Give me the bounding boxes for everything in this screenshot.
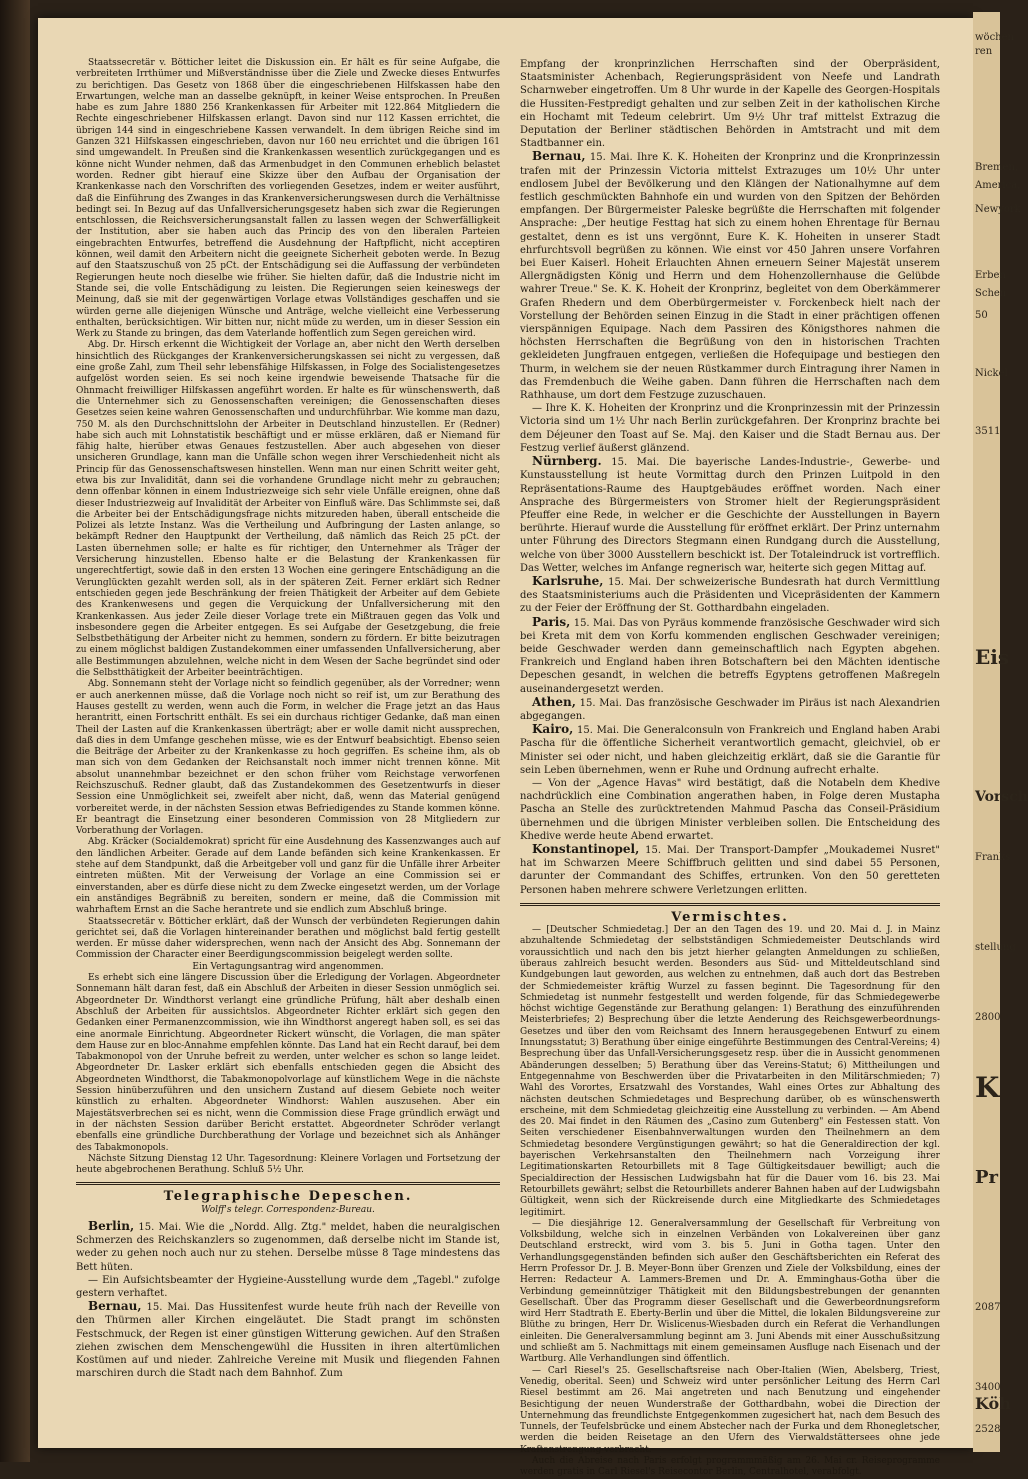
adjacent-fragment: Erben (975, 270, 1006, 281)
adjacent-fragment: stellung (975, 942, 1016, 953)
adjacent-fragment: 3511 (975, 426, 1001, 437)
dispatch-text: 15. Mai. Das Hussitenfest wurde heute früh nach der Reveille von den Thürmen aller Kirchen eingeläutet. Die Stadt prangt im schönsten Festschmuck, der Regen ist einer günstigen Witterung gewichen. Auf den Straßen ziehen zwischen dem Menschengewühl die Hussiten in ihren altertümlichen Kostümen auf und nieder. Zahlreiche Vereine mit Musik und fliegenden Fahnen marschiren durch die Stadt nach dem Bahnhof. Zum (76, 1302, 500, 1380)
adjacent-fragment: 2087 (975, 1302, 1001, 1313)
dispatch-text: Empfang der kronprinzlichen Herrschaften sind der Oberpräsident, Staatsminister Achenbach, Regierungspräsident von Neefe und Landrath Scharnweber eingetroffen. Um 8 Uhr wurde in der Kapelle des Georgen-Hospitals die Hussiten-Festpredigt gehalten und zur selben Zeit in der katholischen Kirche ein Hochamt mit Tedeum celebrirt. Um 9½ Uhr traf mittelst Extrazug die Deputation der Berliner städtischen Behörden in Amtstracht und mit dem Stadtbanner ein. (520, 59, 940, 150)
dispatch-text: 15. Mai. Der schweizerische Bundesrath hat durch Vermittlung des Staatsministeriums auch die Präsidenten und Vicepräsidenten der Kammern zu der Feier der Eröffnung der St. Gotthardbahn eingeladen. (520, 576, 940, 615)
dispatch-text: 15. Mai. Ihre K. K. Hoheiten der Kronprinz und die Kronprinzessin trafen mit der Prinzessin Victoria mittelst Extrazuges um 10½ Uhr unter endlosem Jubel der Bevölkerung und den Klängen der Nationalhymne auf dem festlich geschmückten Bahnhofe ein und wurden von den Spitzen der Behörden empfangen. Der Bürgermeister Paleske begrüßte die Herrschaften mit folgender Ansprache: „Der heutige Festtag hat sich zu einem hohen Ehrentage für Bernau gestaltet, denn es ist uns vergönnt, Eure K. K. Hoheiten in unserer Stadt ehrfurchtsvoll begrüßen zu können. Wie einst vor 450 Jahren unsere Vorfahren bei Euer Kaiserl. Hoheit Erlauchten Ahnen erneuern Seiner Majestät unserem Allergnädigsten König und Herrn und dem Hohenzollernhause die Gelübde wahrer Treue." Se. K. K. Hoheit der Kronprinz, begleitet von dem Oberkämmerer Grafen Rhedern und dem Oberbürgermeister v. Forckenbeck hielt nach der Vorstellung der Behörden seinen Einzug in die Stadt in einer prächtigen offenen vierspännigen Equipage. Nach dem Passiren des Königsthores nahmen die höchsten Herrschaften die Begrüßung von den in historischen Trachten gekleideten Jungfrauen entgegen, verließen die Hofequipage und bestiegen den Thurm, in welchem sie der neuen Rüstkammer durch Eintragung ihrer Namen in das Fremdenbuch die Weihe gaben. Dann führen die Herrschaften nach dem Rathhause, um dort dem Festzuge zuzuschauen. (520, 152, 940, 402)
article-paragraph: Staatssecretär v. Bötticher erklärt, daß der Wunsch der verbündeten Regierungen dahin gerichtet sei, daß die Vorlagen hintereinander berathen und möglichst bald fertig gestellt werden. Er müsse daher widersprechen, wenn nach der Ansicht des Abg. Sonnemann der Commission der Character einer Beerdigungscommission beigelegt werden sollte. (76, 916, 500, 961)
telegraph-subheading: Wolff's telegr. Correspondenz-Bureau. (201, 1204, 375, 1215)
misc-paragraph: Auch die Abreise nach Paris erfolgt programmmäßig am 26. Mai cr. Reiseprogramme werden gratis in Carl Riesel's Reisecontor Berlin, Centralhotel, verabfolgt. (520, 1456, 940, 1478)
dispatch (520, 843, 940, 897)
dispatch-text: 15. Mai. Das von Pyräus kommende französische Geschwader wird sich bei Kreta mit dem von Korfu kommenden englischen Geschwader vereinigen; beide Geschwader werden dann gemeinschaftlich nach Egypten abgehen. Frankreich und England haben ihren Botschaftern bei den Mächten identische Depeschen gesandt, in welchen die betreffs Egyptens getroffenen Maßregeln auseinandergesetzt werden. (520, 617, 940, 695)
dispatch-place: Bernau, (88, 1299, 142, 1314)
misc-paragraph: — Die diesjährige 12. Generalversammlung der Gesellschaft für Verbreitung von Volksbildung, welche sich in einzelnen Verbänden von Lokalvereinen über ganz Deutschland erstreckt, wird vom 3. bis 5. Juni in Gotha tagen. Unter den Verhandlungsgegenständen befinden sich außer den Geschäftsberichten ein Referat des Herrn Professor Dr. J. B. Meyer-Bonn über Grenzen und Ziele der Volksbildung, eines der Herren: Redacteur A. Lammers-Bremen und Dr. A. Emminghaus-Gotha über die Verbindung gemeinnütziger Thätigkeit mit den Bildungsbestrebungen der genannten Gesellschaft. Über das Programm dieser Gesellschaft und die Gewerbeordnungsreform wird Herr Stadtrath E. Eberty-Berlin und über die Mittel, die lokalen Bildungsvereine zur Blüthe zu bringen, Herr Dr. Wislicenus-Wiesbaden durch ein Referat die Verhandlungen einleiten. Die Generalversammlung beginnt am 3. Juni Abends mit einer Ausschußsitzung und schließt am 5. Nachmittags mit einem gemeinsamen Ausfluge nach Eisenach und der Wartburg. Alle Verhandlungen sind öffentlich. (520, 1218, 940, 1365)
adjacent-fragment: America, (975, 180, 1021, 191)
adjacent-fragment: Bremen, (975, 162, 1019, 173)
dispatch-text: — Von der „Agence Havas" wird bestätigt, daß die Notabeln dem Khedive nachdrücklich eine Combination angerathen haben, in Folge deren Mustapha Pascha an Stelle des zurücktretenden Mahmud Pascha das Conseil-Präsidium übernehmen und die übrigen Minister verbleiben sollen. Die Entscheidung des Khedive werde heute Abend erwartet. (520, 777, 940, 842)
dispatch (76, 1220, 500, 1274)
scan-edge (0, 0, 30, 1462)
adjacent-fragment: Pr (975, 1167, 999, 1188)
dispatch (520, 150, 940, 402)
dispatch (76, 1300, 500, 1380)
misc-paragraph: — Carl Riesel's 25. Gesellschaftsreise nach Ober-Italien (Wien, Abelsberg, Triest, Venedig, oberital. Seen) und Schweiz wird unter persönlicher Leitung des Herrn Carl Riesel bestimmt am 26. Mai angetreten und nach Benutzung und eingehender Besichtigung der neuen Wunderstraße der Gotthardbahn, wobei die Direction der Unternehmung das freundlichste Entgegenkommen zugesichert hat, nach dem Besuch des Tunnels, der Teufelsbrücke und einem Abstecher nach der Furka und dem Rhonegletscher, werden die beiden Reisetage an den Ufern des Vierwaldstättersees ohne jede Kraftanstrengung verbracht. (520, 1365, 940, 1455)
dispatch-text: 15. Mai. Der Transport-Dampfer „Moukademei Nusret" hat im Schwarzen Meere Schiffbruch gelitten und sind dabei 55 Personen, darunter der Commandant des Schiffes, ertrunken. Von den 50 geretteten Personen haben mehrere schwere Verletzungen erlitten. (520, 844, 940, 896)
dispatch-text: 15. Mai. Das französische Geschwader im Piräus ist nach Alexandrien abgegangen. (520, 697, 941, 722)
adjacent-fragment: 50 (975, 310, 988, 321)
adjacent-fragment: wöchen (975, 32, 1014, 43)
adjacent-fragment: Nickel (975, 368, 1008, 379)
left-column (76, 58, 500, 1380)
dispatch-text: — Ihre K. K. Hoheiten der Kronprinz und die Kronprinzessin mit der Prinzessin Victoria sind um 1½ Uhr nach Berlin zurückgefahren. Der Kronprinz brachte bei dem Déjeuner den Toast auf Se. Maj. den Kaiser und die Stadt Bernau aus. Der Festzug verlief äußerst glänzend. (520, 403, 940, 454)
dispatch-place: Kairo, (532, 722, 574, 737)
article-paragraph: Abg. Sonnemann steht der Vorlage nicht so feindlich gegenüber, als der Vorredner; wenn er auch anerkennen müsse, daß die Vorlage noch nicht so reif ist, um zur Berathung des Hauses gestellt zu werden, wenn auch die Form, in welcher die Frage jetzt an das Haus herantritt, einen Fortschritt enthält. Es sei ein durchaus richtiger Gedanke, daß man einen Theil der Lasten auf die Krankenkassen überträgt; aber er wolle damit nicht aussprechen, daß dies in dem Umfange geschehen müsse, wie es der Entwurf beabsichtigt. Ebenso seien die Beiträge der Arbeiter zu der Krankenkasse zu hoch gegriffen. Es scheine ihm, als ob man sich von dem Gedanken der Reichsanstalt noch immer nicht trennen könne. Mit absolut unannehmbar bezeichnet er den schon früher vom Reichstage verworfenen Reichszuschuß. Redner glaubt, daß das Zustandekommen des Gesetzentwurfs in dieser Session eine Unmöglichkeit sei, zweifelt aber nicht, daß, wenn das Material genügend vorbereitet werde, in der nächsten Session etwas Befriedigendes zu Stande kommen könne. Er beantragt die Einsetzung einer besonderen Commission von 28 Mitgliedern zur Vorberathung der Vorlagen. (76, 679, 500, 837)
misc-heading: Vermischtes. (671, 909, 789, 925)
dispatch (520, 616, 940, 696)
adjacent-fragment: 3400 (975, 1382, 1001, 1393)
adjacent-fragment: 2800 (975, 1012, 1001, 1023)
article-paragraph: Abg. Kräcker (Socialdemokrat) spricht für eine Ausdehnung des Kassenzwanges auch auf den ländlichen Arbeiter. Gerade auf dem Lande befänden sich keine Krankenkassen. Er stehe auf dem Standpunkt, daß die Arbeitgeber voll und ganz für die Unfälle ihrer Arbeiter eintreten müßten. Mit der Verweisung der Vorlage an eine Commission sei er einverstanden, aber es dürfe diese nicht zu dem Zwecke eingesetzt werden, um der Vorlage ein anständiges Begräbniß zu bereiten, sondern er meine, daß die Commission mit wahrhaftem Ernst an die Sache herantrete und sie endlich zum Abschluß bringe. (76, 837, 500, 916)
adjacent-fragment: Eis (975, 645, 1010, 669)
adjacent-page-strip (973, 12, 1028, 1452)
section-divider (520, 903, 940, 906)
dispatch (76, 1274, 500, 1300)
dispatch-text: 15. Mai. Wie die „Nordd. Allg. Ztg." meldet, haben die neuralgischen Schmerzen des Reichskanzlers so zugenommen, daß derselbe nicht im Stande ist, weder zu gehen noch auch nur zu stehen. Derselbe müsse 8 Tage mindestens das Bett hüten. (76, 1221, 500, 1273)
dispatch-text: 15. Mai. Die Generalconsuln von Frankreich und England haben Arabi Pascha für die öffentliche Sicherheit verantwortlich gemacht, gleichviel, ob er Minister sei oder nicht, und haben gleichzeitig erklärt, daß sie die Garantie für sein Leben übernehmen, wenn er Ruhe und Ordnung aufrecht erhalte. (520, 725, 940, 776)
right-column (520, 58, 940, 1479)
dispatch (520, 777, 940, 843)
dispatch-place: Bernau, (532, 149, 586, 164)
adjacent-fragment: Newyork (975, 204, 1021, 215)
section-divider (76, 1182, 500, 1185)
adjacent-fragment: Köh (975, 1394, 1011, 1413)
dispatch-place: Konstantinopel, (532, 841, 640, 856)
article-paragraph: Ein Vertagungsantrag wird angenommen. (192, 961, 384, 972)
misc-paragraph: — [Deutscher Schmiedetag.] Der an den Tagen des 19. und 20. Mai d. J. in Mainz abzuhaltende Schmiedetag der selbstständigen Schmiedemeister Deutschlands wird voraussichtlich und nach den bis jetzt hierher gelangten Anmeldungen zu schließen, überaus zahlreich besucht werden. Besonders aus Süd- und Mitteldeutschland sind Kundgebungen laut geworden, aus welchen zu entnehmen, daß auch dort das Bestreben der Schmiedemeister kräftig Wurzel zu fassen beginnt. Die Tagesordnung für den Schmiedetag ist nunmehr festgestellt und werden folgende, für das Schmiedegewerbe höchst wichtige Gegenstände zur Berathung gelangen: 1) Berathung des einzuführenden Meisterbriefes; 2) Besprechung über die letzte Aenderung des Reichsgewerbeordnungs-Gesetzes und über den vom Reichsamt des Innern herausgegebenen Entwurf zu einem Innungsstatut; 3) Berathung über einige eingeführte Bestimmungen des Central-Vereins; 4) Besprechung über das Unfall-Versicherungsgesetz resp. über die in Aussicht genommenen Abänderungen desselben; 5) Berathung über das Vereins-Statut; 6) Mittheilungen und Entgegennahme von Beschwerden über die Privatarbeiten in den Militärschmieden; 7) Wahl des Vorortes, Ersatzwahl des Vorstandes, Wahl eines Ortes zur Abhaltung des nächsten deutschen Schmiedetages und Besprechung darüber, ob es wünschenswerth erscheine, mit dem Schmiedetag gleichzeitig eine Ausstellung zu verbinden. — Am Abend des 20. Mai findet in den Räumen des „Casino zum Gutenberg" ein Festessen statt. Von Seiten verschiedener Eisenbahnverwaltungen wurden den Theilnehmern an dem Schmiedetag besondere Vergünstigungen gewährt; so hat die Generaldirection der kgl. bayerischen Verkehrsanstalten den Theilnehmern nach Vorzeigung ihrer Legitimationskarten Retourbillets mit 8 Tage Gültigkeitsdauer bewilligt; auch die Specialdirection der Hessischen Ludwigsbahn hat für die Dauer vom 16. bis 23. Mai Retourbillets gewährt; selbst die Retourbillets anderer Bahnen haben auf der Ludwigsbahn Gültigkeit, wenn sich der Rückreisende durch eine Mitgliedkarte des Schmiedetages legitimirt. (520, 925, 940, 1218)
dispatch (520, 575, 940, 616)
dispatch (520, 696, 940, 723)
dispatch (520, 723, 940, 777)
telegraph-heading: Telegraphische Depeschen. (163, 1189, 413, 1205)
dispatch-place: Berlin, (88, 1218, 135, 1233)
adjacent-fragment: 2528 (975, 1424, 1001, 1435)
dispatch-place: Athen, (532, 694, 576, 709)
dispatch-text: — Ein Aufsichtsbeamter der Hygieine-Ausstellung wurde dem „Tagebl." zufolge gestern verhaftet. (76, 1274, 500, 1299)
dispatch (520, 402, 940, 455)
article-paragraph: Nächste Sitzung Dienstag 12 Uhr. Tagesordnung: Kleinere Vorlagen und Fortsetzung der heute abgebrochenen Berathung. Schluß 5½ Uhr. (76, 1153, 500, 1176)
article-paragraph: Es erhebt sich eine längere Discussion über die Erledigung der Vorlagen. Abgeordneter Sonnemann hält daran fest, daß ein Abschluß der Arbeiten in dieser Session unmöglich sei. Abgeordneter Dr. Windthorst verlangt eine gründliche Prüfung, hält aber deshalb einen Abschluß der Arbeiten für aussichtslos. Abgeordneter Richter erklärt sich gegen den Gedanken einer Permanenzcommission, wie ihn Windthorst angeregt haben soll, es sei das eine anormale Einrichtung. Abgeordneter Rickert wünscht, die Vorlagen, die man später dem Hause zur en bloc-Annahme empfehlen könnte. Das Land hat ein Recht darauf, bei dem Tabakmonopol von der Unruhe befreit zu werden, unter welcher es schon so lange leidet. Abgeordneter Dr. Lasker erklärt sich ebenfalls entschieden gegen die Absicht des Abgeordneten Windthorst, die Tabakmonopolvorlage auf künstlichem Wege in die nächste Session hinüberzuführen und den unsichern Zustand auf diesem Gebiete noch weiter künstlich zu erhalten. Abgeordneter Windhorst: Wahlen auszusehen. Aber ein Majestätsverbrechen sei es nicht, wenn die Commission diese Frage gründlich erwägt und in der nächsten Session darüber Bericht erstattet. Abgeordneter Schröder verlangt ebenfalls eine gründliche Durchberathung der Vorlage und bezeichnet sich als Anhänger des Tabakmonopols. (76, 973, 500, 1153)
dispatch-place: Paris, (532, 614, 571, 629)
dispatch-place: Nürnberg. (532, 454, 602, 469)
adjacent-fragment: K (975, 1071, 1000, 1104)
dispatch (520, 455, 940, 575)
adjacent-fragment: Franks (975, 852, 1011, 863)
dispatch-text: 15. Mai. Die bayerische Landes-Industrie-, Gewerbe- und Kunstausstellung ist heute Vormittag durch den Prinzen Luitpold in den Repräsentations-Raume des Hauptgebäudes eröffnet worden. Nach einer Ansprache des Bürgermeisters von Stromer hielt der Regierungspräsident Pfeuffer eine Rede, in welcher er die Geschichte der Ausstellungen in Bayern berührte. Hierauf wurde die Ausstellung für eröffnet erklärt. Der Prinz unternahm unter Führung des Directors Stegmann einen Rundgang durch die Ausstellung, welche von über 3000 Ausstellern beschickt ist. Der Totaleindruck ist vortrefflich. Das Wetter, welches im Anfange regnerisch war, heiterte sich gegen Mittag auf. (520, 457, 940, 574)
adjacent-fragment: ren (975, 46, 993, 57)
dispatch-place: Karlsruhe, (532, 573, 604, 588)
dispatch (520, 58, 940, 150)
article-paragraph: Staatssecretär v. Bötticher leitet die Diskussion ein. Er hält es für seine Aufgabe, die verbreiteten Irrthümer und Mißverständnisse über die Ziele und Zwecke dieses Entwurfes zu berichtigen. Das Gesetz von 1868 über die eingeschriebenen Hilfskassen habe den Erwartungen, welche man an dasselbe geknüpft, in keiner Weise entsprochen. In Preußen habe es zum Jahre 1880 256 Krankenkassen für Arbeiter mit 122.864 Mitgliedern die Rechte eingeschriebener Hilfskassen erlangt. Davon sind nur 112 Kassen errichtet, die übrigen 144 sind in eingeschriebene Kassen verwandelt. In dem übrigen Reiche sind im Ganzen 321 Hilfskassen eingeschrieben, davon nur 160 neu errichtet und die übrigen 161 sind umgewandelt. In Preußen sind die Krankenkassen wesentlich zurückgegangen und es könne nicht Wunder nehmen, daß das Armenbudget in den Communen erheblich belastet worden. Redner gibt hierauf eine Skizze über den Aufbau der Organisation der Krankenkasse nach den Vorschriften des vorliegenden Gesetzes, indem er weiter ausführt, daß die Einführung des Zwanges in das Krankenversicherungswesen durch die Verhältnisse bedingt sei. In Bezug auf das Unfallversicherungsgesetz haben sich zwar die Regierungen entschlossen, die Reichsversicherungsanstalt fallen zu lassen wegen der Schwerfälligkeit der Institution, aber sie haben auch das Princip des von den liberalen Parteien eingebrachten Entwurfes, betreffend die Ausdehnung der Haftpflicht, nicht acceptiren können, weil damit den Arbeitern nicht die geeignete Sicherheit geboten werde. In Bezug auf den Staatszuschuß von 25 pCt. der Entschädigung sei die Auffassung der verbündeten Regierungen heute noch dieselbe wie früher. Sie hielten dafür, daß die Industrie nicht im Stande sei, die volle Entschädigung zu leisten. Die Regierungen seien keineswegs der Meinung, daß sie mit der gegenwärtigen Vorlage etwas Vollständiges geschaffen und sie würden gerne alle diejenigen Wünsche und Anträge, welche vielleicht eine Verbesserung enthalten, berücksichtigen. Wir bitten nur, nicht müde zu werden, um in dieser Session ein Werk zu Stande zu bringen, das dem Vaterlande hoffentlich zum Segen gereichen wird. (76, 58, 500, 340)
adjacent-fragment: Schen (975, 288, 1007, 299)
adjacent-fragment: Vorsch (975, 789, 1028, 805)
article-paragraph: Abg. Dr. Hirsch erkennt die Wichtigkeit der Vorlage an, aber nicht den Werth derselben hinsichtlich des Rückganges der Krankenversicherungskassen sei nicht zu vergessen, daß eine große Zahl, zum Theil sehr lebensfähige Hilfskassen, in Folge des Socialistengesetzes aufgelöst worden seien. Es sei noch keine irgendwie beweisende Thatsache für die Ohnmacht freiwilliger Hilfskassen angeführt worden. Er halte es für wünschenswerth, daß die Unternehmer sich zu Genossenschaften vereinigen; die Genossenschaften dieses Gesetzes seien keine wahren Genossenschaften und undurchführbar. Wie komme man dazu, 750 M. als den Durchschnittslohn der Arbeiter in Deutschland hinzustellen. Er (Redner) habe sich auch mit Lohnstatistik beschäftigt und er müsse erklären, daß er Niemand für fähig halte, hierüber etwas Genaues festzustellen. Aber auch abgesehen von dieser unsicheren Grundlage, kann man die Unfälle schon wegen ihrer Verschiedenheit nicht als Princip für das Genossenschaftswesen hinstellen. Wenn man nur einen Schritt weiter geht, etwa bis zur Invalidität, dann sei die vorhandene Grundlage nicht mehr zu gebrauchen; denn offenbar können in einem Industriezweige sich sehr viele Unfälle ereignen, ohne daß dieser Industriezweig auf Invalidität der Arbeiter von Einfluß wäre. Das Schlimmste sei, daß die Arbeiter bei der Entschädigungsfrage nichts mitzureden haben, überall entscheide die Polizei als letzte Instanz. Was die Vertheilung und Aufbringung der Lasten anlange, so bekämpft Redner den Hauptpunkt der Vertheilung, daß nämlich das Reich 25 pCt. der Lasten übernehmen solle; er halte es für richtiger, den Unternehmer als Träger der Versicherung hinzustellen. Ebenso halte er die Belastung der Krankenkassen für ungerechtfertigt, sowie daß in den ersten 13 Wochen eine geringere Entschädigung an die Verunglückten gezahlt werden soll, als in der späteren Zeit. Ferner erklärt sich Redner entschieden gegen jede Beschränkung der freien Thätigkeit der Arbeiter auf dem Gebiete des Krankenwesens und gegen die Verquickung der Unfallversicherung mit den Krankenkassen. Aus jeder Zeile dieser Vorlage trete ein Mißtrauen gegen das Volk und insbesondere gegen die Arbeiter entgegen. Es sei Aufgabe der Gesetzgebung, die freie Selbstbethätigung der Arbeiter nicht zu hemmen, sondern zu fördern. Er bitte beizutragen zu einem möglichst baldigen Zustandekommen einer umfassenden Unfallversicherung, aber alle Bestimmungen abzulehnen, welche nicht in dem Wesen der Sache begründet sind oder die Selbstthätigkeit der Arbeiter beeinträchtigen. (76, 340, 500, 679)
